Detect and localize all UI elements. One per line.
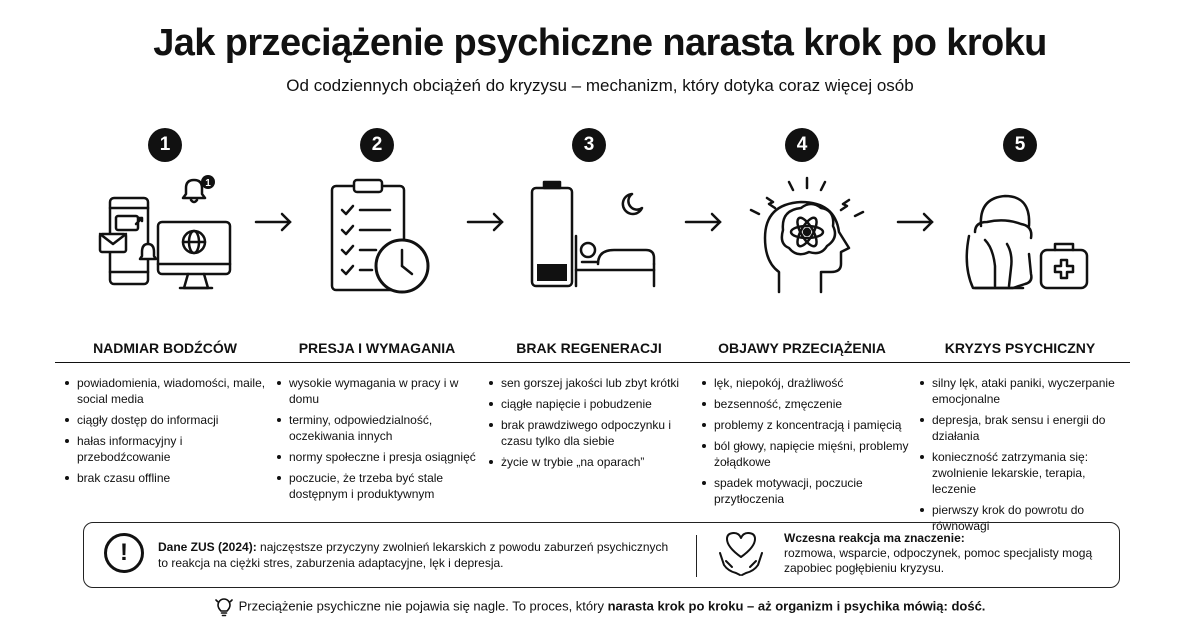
footer-text-bold: narasta krok po kroku – aż organizm i psychika mówią: dość. [607, 598, 986, 614]
bullet-item: życie w trybie „na oparach” [489, 454, 699, 470]
bullet-item: bezsenność, zmęczenie [702, 396, 912, 412]
heart-hands-icon [716, 531, 766, 577]
step-bullets [479, 375, 699, 470]
step-number: 3 [572, 128, 606, 162]
early-text: rozmowa, wsparcie, odpoczynek, pomoc specjalisty mogą zapobiec pogłębieniu kryzysu. [784, 546, 1093, 575]
bullet-item: terminy, odpowiedzialność, oczekiwania innych [277, 412, 487, 444]
divider [696, 535, 697, 577]
early-reaction [784, 531, 1104, 576]
step-number: 2 [360, 128, 394, 162]
exclamation-icon: ! [104, 533, 144, 573]
bullet-item: hałas informacyjny i przebodźcowanie [65, 433, 275, 465]
info-box [83, 522, 1120, 588]
step-bullets [692, 375, 912, 507]
bullet-item: poczucie, że trzeba być stale dostępnym i produktywnym [277, 470, 487, 502]
footer-text: Przeciążenie psychiczne nie pojawia się nagle. To proces, który [238, 598, 608, 614]
step-4 [692, 128, 912, 512]
step-label: KRYZYS PSYCHICZNY [910, 340, 1130, 363]
zus-text [158, 539, 688, 571]
page-title: Jak przeciążenie psychiczne narasta krok po kroku [153, 22, 1047, 64]
bullet-item: normy społeczne i presja osiągnięć [277, 449, 487, 465]
footer [0, 597, 1200, 617]
zus-label: Dane ZUS (2024): [158, 540, 257, 554]
step-label: OBJAWY PRZECIĄŻENIA [692, 340, 912, 363]
step-bullets [267, 375, 487, 502]
page-subtitle: Od codziennych obciążeń do kryzysu – mechanizm, który dotyka coraz więcej osób [286, 76, 914, 95]
step-number: 5 [1003, 128, 1037, 162]
bullet-item: sen gorszej jakości lub zbyt krótki [489, 375, 699, 391]
step-1 [55, 128, 275, 491]
bullet-item: spadek motywacji, poczucie przytłoczenia [702, 475, 912, 507]
step-5 [910, 128, 1130, 539]
step-bullets [910, 375, 1130, 534]
clipboard-clock-icon [302, 174, 452, 304]
zus-body-line2: to reakcja na ciężki stres, zaburzenia adaptacyjne, lęk i depresja. [158, 556, 504, 570]
bullet-item: konieczność zatrzymania się: zwolnienie lekarskie, terapia, leczenie [920, 449, 1130, 497]
low-battery-bed-icon [514, 174, 664, 304]
step-label: NADMIAR BODŹCÓW [55, 340, 275, 363]
step-2 [267, 128, 487, 507]
early-title: Wczesna reakcja ma znaczenie: [784, 531, 965, 545]
zus-info [104, 533, 684, 577]
bullet-item: powiadomienia, wiadomości, maile, social media [65, 375, 275, 407]
step-number: 4 [785, 128, 819, 162]
step-3 [479, 128, 699, 475]
bullet-item: ciągły dostęp do informacji [65, 412, 275, 428]
step-number: 1 [148, 128, 182, 162]
bullet-item: silny lęk, ataki paniki, wyczerpanie emocjonalne [920, 375, 1130, 407]
step-label: BRAK REGENERACJI [479, 340, 699, 363]
lightbulb-icon [215, 597, 233, 617]
step-label: PRESJA I WYMAGANIA [267, 340, 487, 363]
bullet-item: brak czasu offline [65, 470, 275, 486]
bullet-item: brak prawdziwego odpoczynku i czasu tylko dla siebie [489, 417, 699, 449]
devices-notifications-icon [90, 174, 240, 304]
bullet-item: lęk, niepokój, drażliwość [702, 375, 912, 391]
crisis-person-first-aid-icon [945, 174, 1095, 304]
zus-body: najczęstsze przyczyny zwolnień lekarskich z powodu zaburzeń psychicznych [256, 540, 669, 554]
bullet-item: depresja, brak sensu i energii do działania [920, 412, 1130, 444]
head-brain-stress-icon [727, 174, 877, 304]
bullet-item: wysokie wymagania w pracy i w domu [277, 375, 487, 407]
bullet-item: pierwszy krok do powrotu do równowagi [920, 502, 1130, 534]
bullet-item: ciągłe napięcie i pobudzenie [489, 396, 699, 412]
step-bullets [55, 375, 275, 486]
bullet-item: ból głowy, napięcie mięśni, problemy żołądkowe [702, 438, 912, 470]
bullet-item: problemy z koncentracją i pamięcią [702, 417, 912, 433]
notification-badge: 1 [205, 178, 211, 189]
